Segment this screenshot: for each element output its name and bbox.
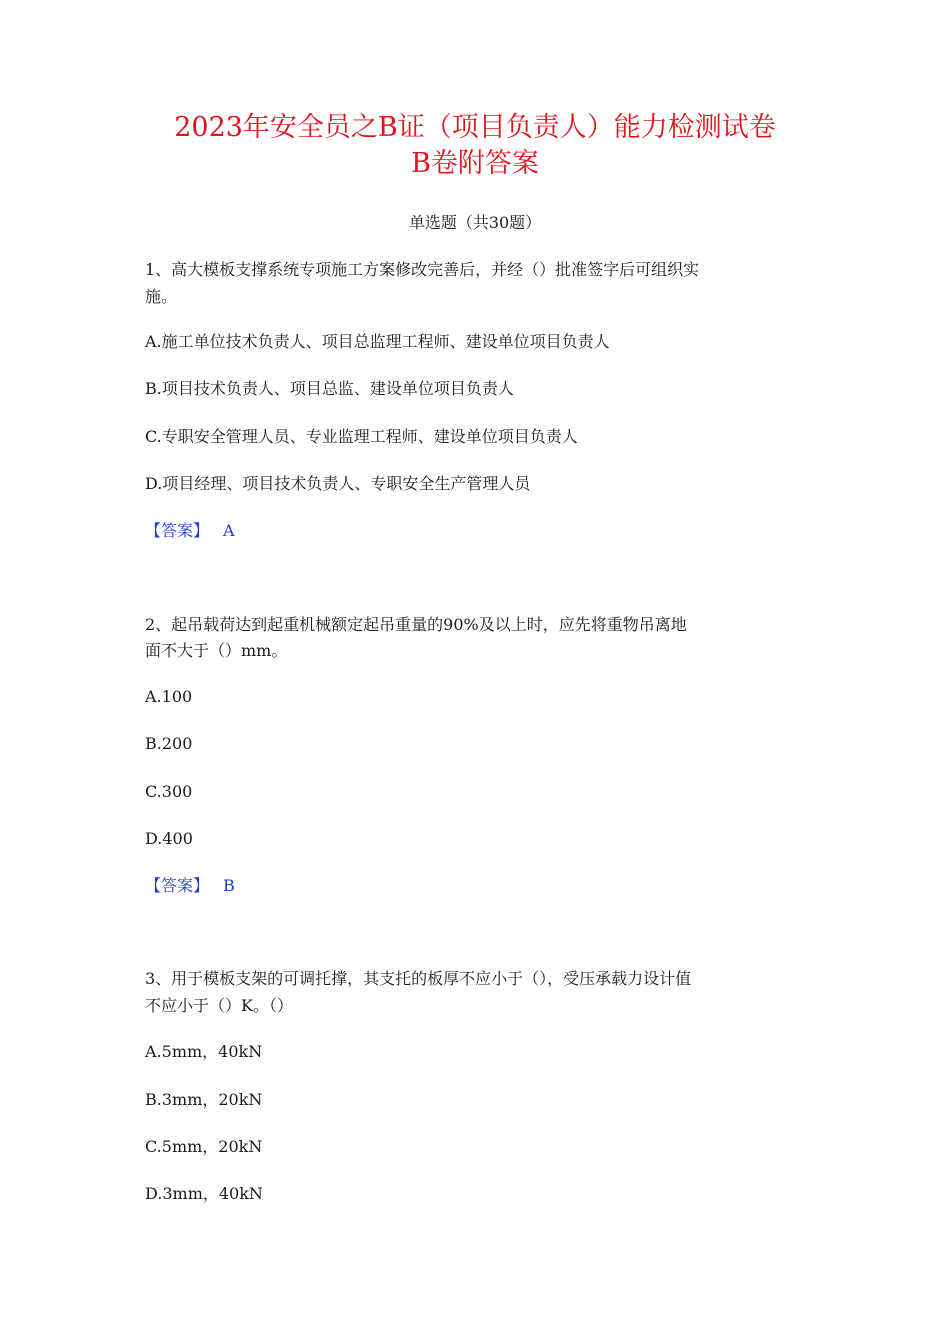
option-b: B.3mm，20kN — [145, 1090, 263, 1109]
answer-value: B — [223, 876, 235, 895]
document-title-line-2: B卷附答案 — [411, 148, 539, 179]
option-c: C.5mm，20kN — [145, 1137, 263, 1156]
option-d: D.项目经理、项目技术负责人、专职安全生产管理人员 — [145, 474, 531, 493]
option-a: A.施工单位技术负责人、项目总监理工程师、建设单位项目负责人 — [145, 332, 610, 351]
question-stem-continued: 施。 — [145, 287, 178, 306]
question-stem-continued: 面不大于（）mm。 — [145, 641, 288, 660]
option-b: B.200 — [145, 734, 193, 753]
document-title-line-1: 2023年安全员之B证（项目负责人）能力检测试卷 — [174, 112, 776, 143]
section-heading: 单选题（共30题） — [408, 213, 542, 232]
option-a: A.100 — [145, 687, 193, 706]
answer-line — [145, 520, 825, 542]
option-d: D.400 — [145, 829, 193, 848]
question-stem-continued: 不应小于（）K。（） — [145, 996, 293, 1015]
answer-label: 【答案】 — [145, 876, 210, 895]
answer-line — [145, 875, 825, 897]
question-stem: 1、高大模板支撑系统专项施工方案修改完善后，并经（）批准签字后可组织实 — [145, 260, 700, 279]
answer-value: A — [223, 521, 235, 540]
question-stem: 3、用于模板支架的可调托撑，其支托的板厚不应小于（），受压承载力设计值 — [145, 969, 692, 988]
option-c: C.专职安全管理人员、专业监理工程师、建设单位项目负责人 — [145, 427, 578, 446]
question-stem: 2、起吊载荷达到起重机械额定起吊重量的90%及以上时，应先将重物吊离地 — [145, 615, 687, 634]
option-b: B.项目技术负责人、项目总监、建设单位项目负责人 — [145, 379, 514, 398]
option-d: D.3mm，40kN — [145, 1184, 263, 1203]
option-a: A.5mm，40kN — [145, 1042, 263, 1061]
answer-label: 【答案】 — [145, 521, 210, 540]
option-c: C.300 — [145, 782, 193, 801]
